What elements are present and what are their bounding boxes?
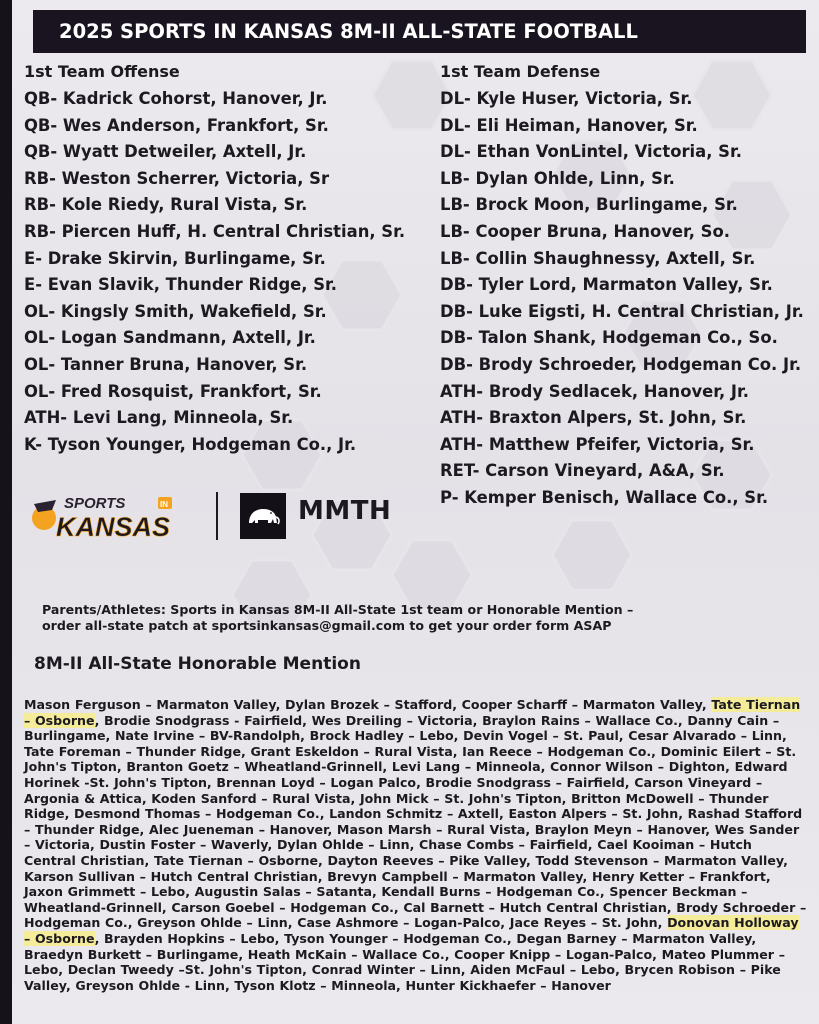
- svg-text:SPORTS: SPORTS: [64, 495, 126, 512]
- defense-player: RET- Carson Vineyard, A&A, Sr.: [440, 461, 725, 481]
- defense-player: ATH- Braxton Alpers, St. John, Sr.: [440, 408, 747, 428]
- hm-text: , Brodie Snodgrass - Fairfield, Wes Dreiling – Victoria, Braylon Rains – Wallace Co., Danny Cain – Burlingame, Nate Irvine – BV-Randolph, Brock Hadley – Lebo, Devin Vogel – St. Paul, Cesar Alvarado – Linn, Tate Foreman – Thunder Ridge, Grant Eskeldon – Rural Vista, Ian Reece – Hodgeman Co., Dominic Eilert – St. John's Tipton, Branton Goetz – Wheatland-Grinnell, Levi Lang – Minneola, Connor Wilson – Dighton, Edward Horinek -St. John's Tipton, Brennan Loyd – Logan Palco, Brodie Snodgrass – Fairfield, Carson Vineyard – Argonia & Attica, Koden Sanford – Rural Vista, John Mick – St. John's Tipton, Britton McDowell – Thunder Ridge, Desmond Thomas – Hodgeman Co., Landon Schmitz – Axtell, Easton Alpers – St. John, Rashad Stafford – Thunder Ridge, Alec Jueneman – Hanover, Mason Marsh – Rural Vista, Braylon Meyn – Hanover, Wes Sander – Victoria, Dustin Foster – Waverly, Dylan Ohlde – Linn, Chase Combs – Fairfield, Cael Kooiman – Hutch Central Christian, Tate Tiernan – Osborne, Dayton Reeves – Pike Valley, Todd Stevenson – Marmaton Valley, Karson Sullivan – Hutch Central Christian, Brevyn Campbell – Marmaton Valley, Henry Ketter – Frankfort, Jaxon Grimmett – Lebo, Augustin Salas – Satanta, Kendall Burns – Hodgeman Co., Spencer Beckman – Wheatland-Grinnell, Carson Goebel – Hodgeman Co., Cal Barnett – Hutch Central Christian, Brody Schroeder – Hodgeman Co., Greyson Ohlde – Linn, Case Ashmore – Logan-Palco, Jace Reyes – St. John,: [24, 712, 807, 931]
- poster: [12, 0, 819, 1024]
- notice-line: Parents/Athletes: Sports in Kansas 8M-II All-State 1st team or Honorable Mention –: [42, 602, 634, 617]
- offense-player: OL- Kingsly Smith, Wakefield, Sr.: [24, 301, 327, 321]
- defense-player: P- Kemper Benisch, Wallace Co., Sr.: [440, 487, 769, 507]
- svg-text:IN: IN: [160, 500, 168, 509]
- offense-player: OL- Tanner Bruna, Hanover, Sr.: [24, 354, 308, 374]
- honorable-mention-list: [24, 697, 808, 993]
- defense-player: DL- Ethan VonLintel, Victoria, Sr.: [440, 142, 742, 162]
- offense-player: E- Evan Slavik, Thunder Ridge, Sr.: [24, 275, 337, 295]
- defense-player: DL- Eli Heiman, Hanover, Sr.: [440, 115, 698, 135]
- offense-player: E- Drake Skirvin, Burlingame, Sr.: [24, 248, 326, 268]
- offense-player: QB- Kadrick Cohorst, Hanover, Jr.: [24, 89, 328, 108]
- defense-player: LB- Dylan Ohlde, Linn, Sr.: [440, 168, 675, 188]
- svg-text:KANSAS: KANSAS: [56, 512, 171, 542]
- defense-player: DB- Luke Eigsti, H. Central Christian, Jr.: [440, 301, 804, 321]
- highlighted-name: Tate Tiernan – Osborne: [24, 697, 801, 728]
- offense-column: [24, 60, 405, 458]
- offense-player: K- Tyson Younger, Hodgeman Co., Jr.: [24, 434, 357, 454]
- sports-in-kansas-logo: [30, 488, 195, 544]
- defense-player: LB- Brock Moon, Burlingame, Sr.: [440, 195, 738, 215]
- poster-title: 2025 SPORTS IN KANSAS 8M-II ALL-STATE FOOTBALL: [33, 10, 806, 53]
- offense-player: ATH- Levi Lang, Minneola, Sr.: [24, 408, 294, 428]
- offense-player: RB- Piercen Huff, H. Central Christian, Sr.: [24, 221, 406, 241]
- honorable-mention-title: 8M-II All-State Honorable Mention: [34, 654, 361, 674]
- offense-player: RB- Weston Scherrer, Victoria, Sr: [24, 168, 330, 188]
- offense-player: QB- Wyatt Detweiler, Axtell, Jr.: [24, 142, 307, 162]
- offense-player: QB- Wes Anderson, Frankfort, Sr.: [24, 115, 329, 135]
- logo-divider: [216, 492, 218, 540]
- patch-order-notice: [42, 602, 642, 634]
- mmth-label: MMTH: [298, 496, 392, 526]
- defense-player: DL- Kyle Huser, Victoria, Sr.: [440, 89, 693, 108]
- defense-player: LB- Cooper Bruna, Hanover, So.: [440, 221, 730, 241]
- defense-heading: 1st Team Defense: [440, 62, 601, 81]
- offense-heading: 1st Team Offense: [24, 62, 180, 81]
- offense-player: OL- Fred Rosquist, Frankfort, Sr.: [24, 381, 322, 401]
- notice-line: order all-state patch at sportsinkansas@gmail.com to get your order form ASAP: [42, 618, 612, 633]
- defense-player: ATH- Brody Sedlacek, Hanover, Jr.: [440, 381, 749, 401]
- highlighted-name: Donovan Holloway – Osborne: [24, 915, 799, 946]
- defense-player: ATH- Matthew Pfeifer, Victoria, Sr.: [440, 434, 755, 454]
- hm-text: , Brayden Hopkins – Lebo, Tyson Younger – Hodgeman Co., Degan Barney – Marmaton Valley, Braedyn Burkett – Burlingame, Heath McKain – Wallace Co., Cooper Knipp – Logan-Palco, Mateo Plummer – Lebo, Declan Tweedy –St. John's Tipton, Conrad Winter – Linn, Aiden McFaul – Lebo, Brycen Robison – Pike Valley, Greyson Ohlde - Linn, Tyson Klotz – Minneola, Hunter Kickhaefer – Hanover: [24, 930, 785, 993]
- defense-player: DB- Tyler Lord, Marmaton Valley, Sr.: [440, 275, 773, 295]
- defense-player: DB- Brody Schroeder, Hodgeman Co. Jr.: [440, 354, 802, 374]
- defense-column: [440, 60, 804, 512]
- defense-player: LB- Collin Shaughnessy, Axtell, Sr.: [440, 248, 756, 268]
- elephant-icon: [240, 493, 286, 539]
- hm-text: Mason Ferguson – Marmaton Valley, Dylan Brozek – Stafford, Cooper Scharff – Marmaton Valley,: [24, 697, 712, 712]
- offense-player: RB- Kole Riedy, Rural Vista, Sr.: [24, 195, 308, 215]
- defense-player: DB- Talon Shank, Hodgeman Co., So.: [440, 328, 778, 348]
- offense-player: OL- Logan Sandmann, Axtell, Jr.: [24, 328, 316, 348]
